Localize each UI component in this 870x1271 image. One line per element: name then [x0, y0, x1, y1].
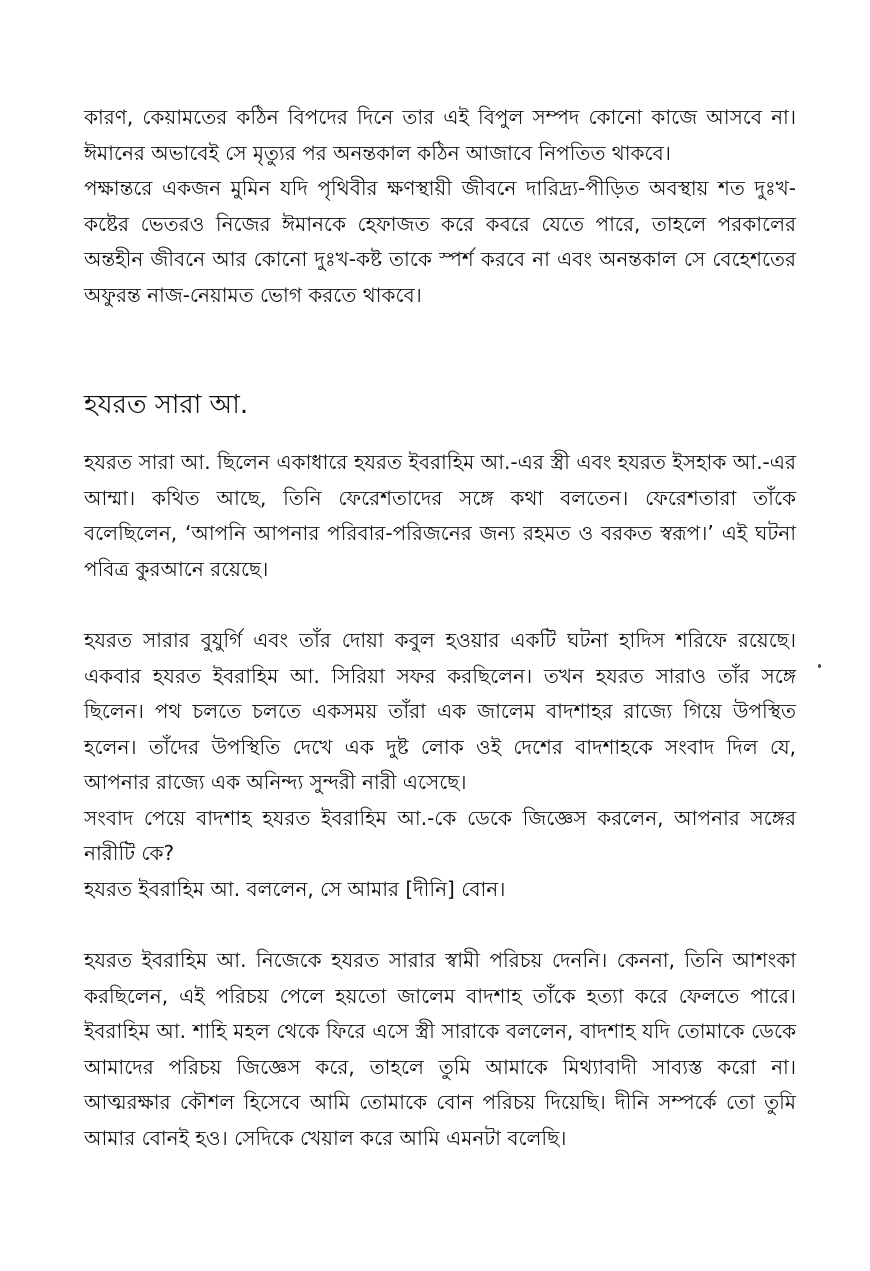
spacer — [84, 587, 796, 623]
paragraph-7: হযরত ইবরাহিম আ. নিজেকে হযরত সারার স্বামী পরিচয় দেননি। কেননা, তিনি আশংকা করছিলেন, এই পরিচয় পেলে হয়তো জালেম বাদশাহ তাঁকে হত্যা করে ফেলতে পারে। ইবরাহিম আ. শাহি মহল থেকে ফিরে এসে স্ত্রী সারাকে বললেন, বাদশাহ যদি তোমাকে ডেকে আমাদের পরিচয় জিজ্ঞেস করে, তাহলে তুমি আমাকে মিথ্যাবাদী সাব্যস্ত করো না। আত্মরক্ষার কৌশল হিসেবে আমি তোমাকে বোন পরিচয় দিয়েছি। দীনি সম্পর্কে তো তুমি আমার বোনই হও। সেদিকে খেয়াল করে আমি এমনটা বলেছি। — [84, 948, 796, 1150]
spacer — [84, 907, 796, 943]
paragraph-6: হযরত ইবরাহিম আ. বললেন, সে আমার [দীনি] বোন। — [84, 876, 506, 901]
paragraph-4: হযরত সারার বুযুর্গি এবং তাঁর দোয়া কবুল হওয়ার একটি ঘটনা হাদিস শরিফে রয়েছে। একবার হযরত ইবরাহিম আ. সিরিয়া সফর করছিলেন। তখন হযরত সারাও তাঁর সঙ্গে ছিলেন। পথ চলতে চলতে একসময় তাঁরা এক জালেম বাদশাহর রাজ্যে গিয়ে উপস্থিত হলেন। তাঁদের উপস্থিতি দেখে এক দুষ্ট লোক ওই দেশের বাদশাহকে সংবাদ দিল যে, আপনার রাজ্যে এক অনিন্দ্য সুন্দরী নারী এসেছে। — [84, 628, 796, 794]
paragraph-5: সংবাদ পেয়ে বাদশাহ হযরত ইবরাহিম আ.-কে ডেকে জিজ্ঞেস করলেন, আপনার সঙ্গের নারীটি কে? — [84, 805, 796, 865]
paragraph-2: পক্ষান্তরে একজন মুমিন যদি পৃথিবীর ক্ষণস্থায়ী জীবনে দারিদ্র্য-পীড়িত অবস্থায় শত দুঃখ-কষ্টের ভেতরও নিজের ঈমানকে হেফাজত করে কবরে যেতে পারে, তাহলে পরকালের অন্তহীন জীবনে আর কোনো দুঃখ-কষ্ট তাকে স্পর্শ করবে না এবং অনন্তকাল সে বেহেশতের অফুরন্ত নাজ-নেয়ামত ভোগ করতে থাকবে। — [84, 176, 796, 307]
spacer — [84, 313, 796, 385]
spacer — [84, 425, 796, 445]
document-page — [84, 100, 796, 1156]
section-heading: হযরত সারা আ. — [84, 390, 249, 420]
paragraph-3: হযরত সারা আ. ছিলেন একাধারে হযরত ইবরাহিম আ.-এর স্ত্রী এবং হযরত ইসহাক আ.-এর আম্মা। কথিত আছে, তিনি ফেরেশতাদের সঙ্গে কথা বলতেন। ফেরেশতারা তাঁকে বলেছিলেন, ‘আপনি আপনার পরিবার-পরিজনের জন্য রহমত ও বরকত স্বরূপ।’ এই ঘটনা পবিত্র কুরআনে রয়েছে। — [84, 450, 796, 581]
scan-speck — [818, 664, 821, 668]
paragraph-1: কারণ, কেয়ামতের কঠিন বিপদের দিনে তার এই বিপুল সম্পদ কোনো কাজে আসবে না। ঈমানের অভাবেই সে মৃত্যুর পর অনন্তকাল কঠিন আজাবে নিপতিত থাকবে। — [84, 105, 796, 165]
